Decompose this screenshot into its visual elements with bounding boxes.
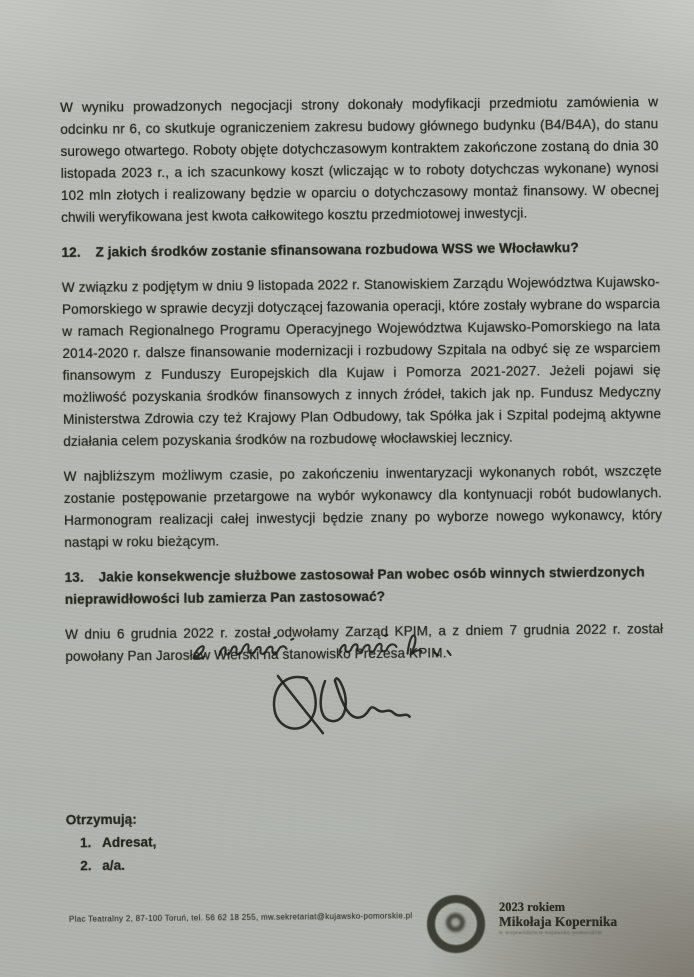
intro-paragraph: W wyniku prowadzonych negocjacji strony dokonały modyfikacji przedmiotu zamówienia w odcinku nr 6, co skutkuje ograniczeniem zakresu budowy głównego budynku (B4/B4A), do stanu surowego otwartego. Roboty objęte dotychczasowym kontraktem zakończone zostaną do dnia 30 listopada 2023 r., a ich szacunkowy koszt (wliczając w to roboty dotychczas wykonane) wynosi 102 mln złotych i realizowany będzie w oparciu o dotychczasowy montaż finansowy. W obecnej chwili weryfikowana jest kwota całkowitego kosztu przedmiotowej inwestycji. — [60, 94, 659, 225]
distribution-item — [66, 854, 157, 878]
stamp-text — [499, 901, 617, 936]
question-12-number: 12. — [61, 244, 81, 260]
distribution-item-text: a/a. — [102, 857, 126, 874]
stamp-line-3: w województwie kujawsko-pomorskim — [499, 930, 603, 936]
footer-address: Plac Teatralny 2, 87-100 Toruń, tel. 56 62 18 255, mw.sekretariat@kujawsko-pomorskie.pl — [68, 911, 413, 924]
letter-body — [60, 91, 664, 681]
question-13-text: Jakie konsekwencje służbowe zastosował Pan wobec osób winnych stwierdzonych nieprawidłowości lub zamierza Pan zastosować? — [64, 564, 645, 607]
copernicus-sun-icon — [427, 895, 485, 953]
distribution-item — [66, 831, 157, 855]
copernicus-sun-inner-ring — [446, 913, 465, 932]
question-12-heading — [61, 236, 659, 264]
distribution-item-text: Adresat, — [101, 834, 157, 851]
copernicus-year-stamp — [427, 895, 617, 953]
distribution-item-number: 1. — [79, 835, 92, 851]
distribution-label: Otrzymują: — [65, 811, 137, 828]
stamp-line-2: Mikołaja Kopernika — [499, 914, 618, 929]
question-13-heading — [65, 561, 663, 611]
answer-12-paragraph-1: W związku z podjętym w dniu 9 listopada 2022 r. Stanowiskiem Zarządu Województwa Kujawsko-Pomorskiego w sprawie decyzji dotyczącej fazowania operacji, które zostały wybrane do wsparcia w ramach Regionalnego Programu Operacyjnego Województwa Kujawsko-Pomorskiego na lata 2014-2020 r. dalsze finansowanie modernizacji i rozbudowy Szpitala na odbyć się ze wsparciem finansowym z Funduszy Europejskich dla Kujaw i Pomorza 2021-2027. Jeżeli pojawi się możliwość pozyskania środków finansowych z innych źródeł, takich jak np. Fundusz Medyczny Ministerstwa Zdrowia czy też Krajowy Plan Odbudowy, tak Spółka jak i Szpital podejmą aktywne działania celem pozyskania środków na rozbudowę włocławskiej lecznicy. — [61, 274, 662, 449]
question-12-text: Z jakich środków zostanie sfinansowana rozbudowa WSS we Włocławku? — [95, 240, 579, 260]
stamp-line-1: 2023 rokiem — [499, 900, 566, 914]
answer-12-paragraph-2: W najbliższym możliwym czasie, po zakończeniu inwentaryzacji wykonanych robót, wszczęte zostanie postępowanie przetargowe na wybór wykonawcy dla kontynuacji robót budowlanych. Harmonogram realizacji całej inwestycji będzie znany po wyborze nowego wykonawcy, który nastąpi w roku bieżącym. — [63, 463, 663, 550]
distribution-item-number: 2. — [80, 858, 92, 874]
handwritten-signature-block — [171, 607, 493, 753]
question-13-number: 13. — [64, 569, 84, 585]
distribution-list — [66, 808, 157, 878]
signature-scribble — [274, 674, 410, 734]
handwritten-closing-scribble — [193, 634, 450, 659]
answer-13-paragraph: W dniu 6 grudnia 2022 r. został odwołamy Zarząd KPIM, a z dniem 7 grudnia 2022 r. został powołany Pan Jarosław Wierski na stanowisko Prezesa KPIM. — [65, 621, 664, 664]
